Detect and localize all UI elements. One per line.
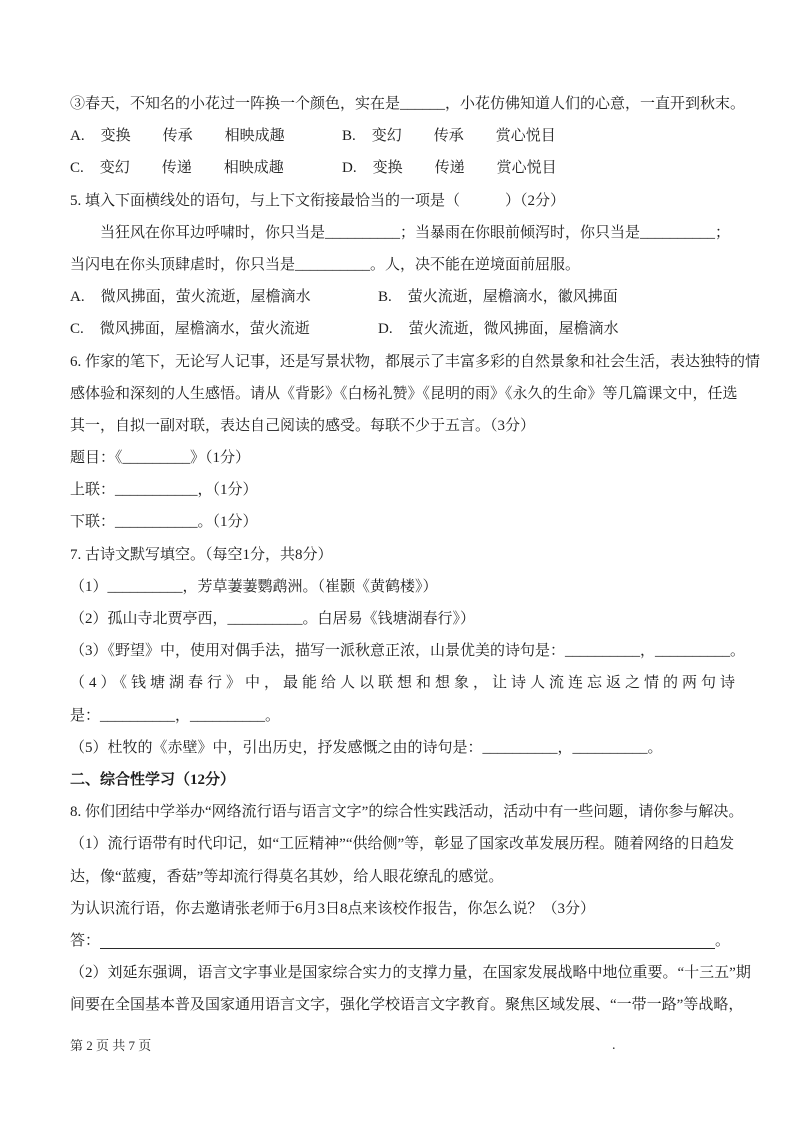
option-label: B. <box>378 289 392 306</box>
option-word: 传递 <box>161 160 192 177</box>
answer-period: 。 <box>714 932 730 949</box>
option-word: 传承 <box>162 128 193 145</box>
option-text: 微风拂面，屋檐滴水，萤火流逝 <box>99 321 310 338</box>
option-text: 微风拂面，萤火流逝，屋檐滴水 <box>100 289 311 306</box>
answer-label: 答： <box>70 932 101 949</box>
q8-item-2-line-1: （2）刘延东强调，语言文字事业是国家综合实力的支撑力量，在国家发展战略中地位重要。“十三五”期 <box>70 965 751 982</box>
option-label: C. <box>70 321 84 338</box>
option-word: 传承 <box>433 128 464 145</box>
answer-blank-underline <box>100 948 715 949</box>
q8-item-1-line-2: 达，像“蓝瘦，香菇”等却流行得莫名其妙，给人眼花缭乱的感觉。 <box>70 868 504 885</box>
option-word: 变幻 <box>371 128 402 145</box>
option-text: 萤火流逝，微风拂面，屋檐滴水 <box>408 321 619 338</box>
q5-options-row-2 <box>70 313 730 345</box>
q8-invite-line: 为认识流行语，你去邀请张老师于6月3日8点来该校作报告，你怎么说？（3分） <box>70 900 596 917</box>
option-word: 赏心悦目 <box>496 160 557 177</box>
q5-option-c <box>70 313 378 345</box>
option-word: 相映成趣 <box>223 160 284 177</box>
q6-upper-couplet-line: 上联：___________，（1分） <box>70 482 258 499</box>
option-word: 赏心悦目 <box>495 128 556 145</box>
stray-dot-mark: . <box>612 1038 616 1053</box>
q5-option-b <box>378 281 618 313</box>
q8-item-1-line-1: （1）流行语带有时代印记，如“工匠精神”“供给侧”等，彰显了国家改革发展历程。随着网络的日趋发 <box>70 836 735 853</box>
q7-item-2: （2）孤山寺北贾亭西，__________。白居易《钱塘湖春行》） <box>70 611 476 627</box>
q8-answer-line <box>70 925 730 957</box>
q7-stem: 7. 古诗文默写填空。（每空1分，共8分） <box>70 546 333 563</box>
q5-stem: 5. 填入下面横线处的语句，与上下文衔接最恰当的一项是（ ）（2分） <box>70 192 566 209</box>
q8-item-2-line-2: 间要在全国基本普及国家通用语言文字，强化学校语言文字教育。聚焦区域发展、“一带一路”等战略， <box>70 997 744 1014</box>
q4-options-row-1 <box>70 120 730 152</box>
q4-option-d <box>342 152 557 184</box>
option-word: 变幻 <box>99 160 130 177</box>
option-label: A. <box>70 289 85 306</box>
section-2-heading: 二、综合性学习（12分） <box>70 771 236 788</box>
q6-lower-couplet-line: 下联：___________。（1分） <box>70 514 258 531</box>
q4-option-a <box>70 120 342 152</box>
option-text: 萤火流逝，屋檐滴水，徽风拂面 <box>407 289 618 306</box>
option-word: 相映成趣 <box>224 128 285 145</box>
option-label: A. <box>70 128 85 145</box>
option-label: D. <box>378 321 393 338</box>
option-label: D. <box>342 160 357 177</box>
q7-item-1: （1）__________，芳草萋萋鹦鹉洲。（崔颢《黄鹤楼》） <box>70 578 438 595</box>
q6-stem-line-3: 其一，自拟一副对联，表达自己阅读的感受。每联不少于五言。（3分） <box>70 417 536 434</box>
q7-item-3: （3）《野望》中，使用对偶手法，描写一派秋意正浓，山景优美的诗句是：__________，__________。 <box>70 643 746 660</box>
q7-item-5: （5）杜牧的《赤壁》中，引出历史，抒发感慨之由的诗句是：__________，__________。 <box>70 739 663 756</box>
q5-option-a <box>70 281 378 313</box>
q6-stem-line-1: 6. 作家的笔下，无论写人记事，还是写景状物，都展示了丰富多彩的自然景象和社会生活，表达独特的情 <box>70 353 761 370</box>
q7-item-4-line-2: 是：__________，__________。 <box>70 707 281 724</box>
q4-options-row-2 <box>70 152 730 184</box>
option-word: 变换 <box>372 160 403 177</box>
q6-stem-line-2: 感体验和深刻的人生感悟。请从《背影》《白杨礼赞》《昆明的雨》《永久的生命》等几篇课文中，任选 <box>70 385 738 402</box>
q5-options-row-1 <box>70 281 730 313</box>
q6-title-blank-line: 题目：《_________》（1分） <box>70 450 251 467</box>
page-content <box>70 88 761 1021</box>
option-word: 传递 <box>434 160 465 177</box>
q4-option-b <box>342 120 556 152</box>
q4-option-c <box>70 152 342 184</box>
option-label: C. <box>70 160 84 177</box>
q8-stem: 8. 你们团结中学举办“网络流行语与语言文字”的综合性实践活动，活动中有一些问题，请你参与解决。 <box>70 804 744 821</box>
q5-lead-line-2: 当闪电在你头顶肆虐时，你只当是__________。人，决不能在逆境面前屈服。 <box>70 256 581 273</box>
q5-option-d <box>378 313 619 345</box>
option-word: 变换 <box>100 128 131 145</box>
q4-sentence-3: ③春天，不知名的小花过一阵换一个颜色，实在是______，小花仿佛知道人们的心意，一直开到秋末。 <box>70 96 746 112</box>
q7-item-4-line-1: （4）《钱塘湖春行》中，最能给人以联想和想象，让诗人流连忘返之情的两句诗 <box>70 675 740 692</box>
option-label: B. <box>342 128 356 145</box>
q5-lead-line-1: 当狂风在你耳边呼啸时，你只当是__________；当暴雨在你眼前倾泻时，你只当是__________； <box>100 224 731 241</box>
page-number-footer: 第 2 页 共 7 页 <box>70 1038 152 1053</box>
